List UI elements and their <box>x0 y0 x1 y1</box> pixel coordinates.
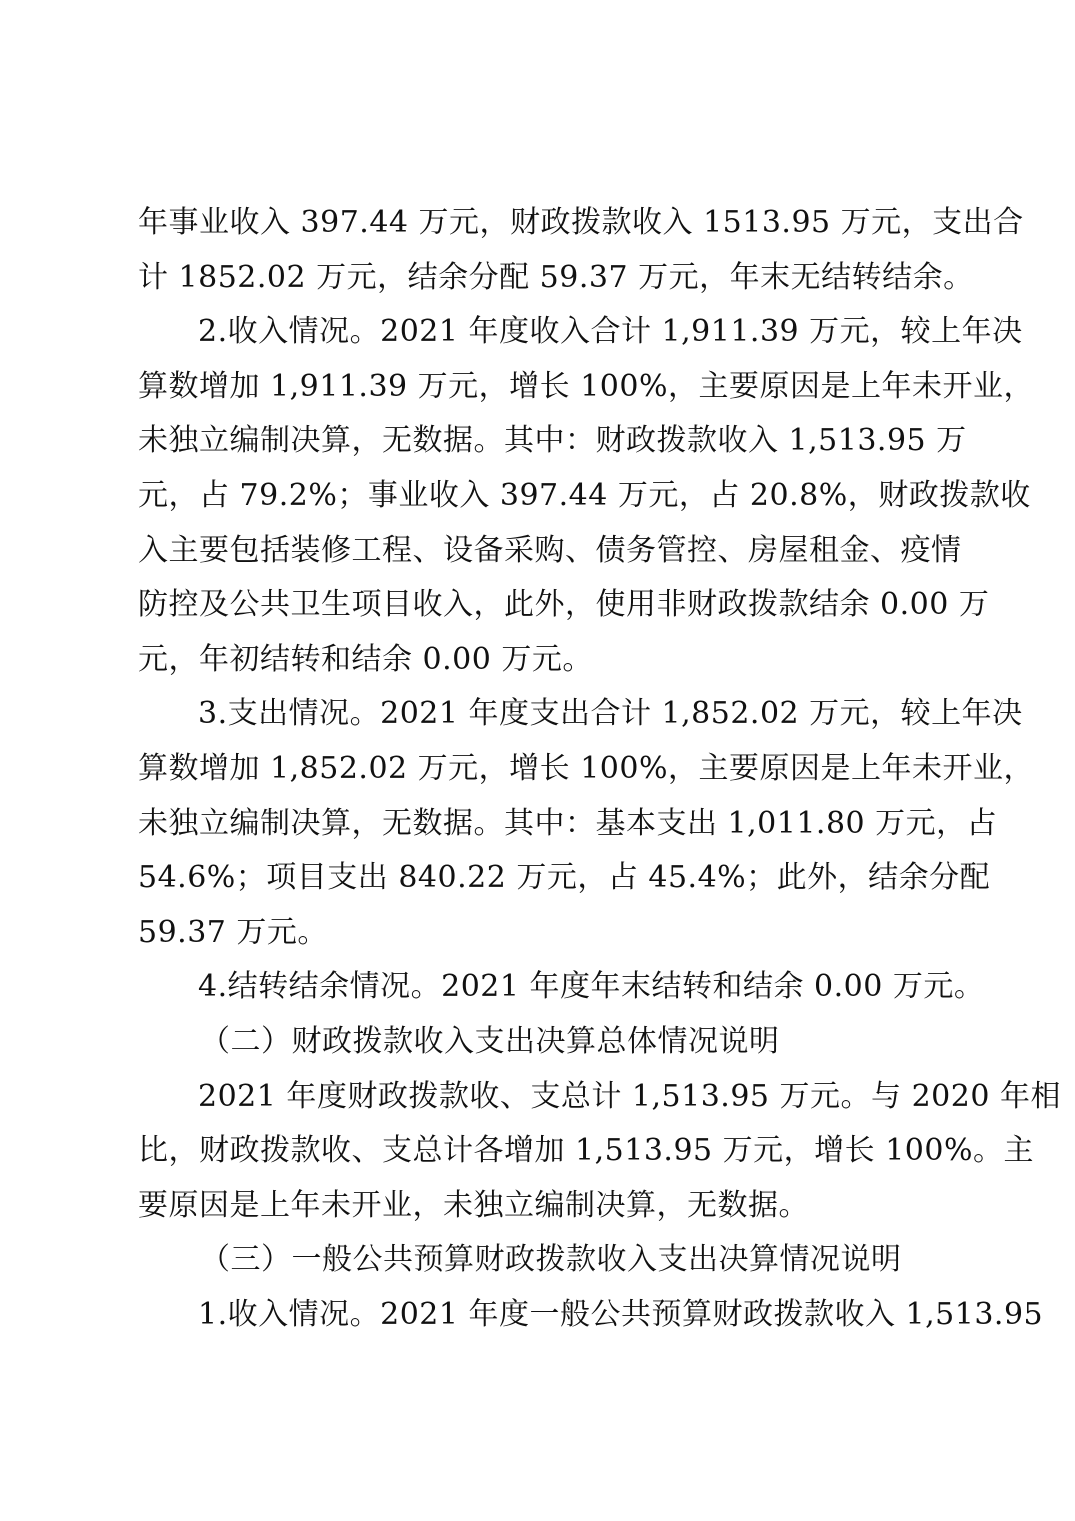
document-body <box>138 196 1061 1342</box>
paragraph-line: 2.收入情况。2021 年度收入合计 1,911.39 万元，较上年决 <box>198 314 1023 350</box>
paragraph-line: 元，占 79.2%；事业收入 397.44 万元，占 20.8%，财政拨款收 <box>138 477 1031 513</box>
paragraph-line: 防控及公共卫生项目收入，此外，使用非财政拨款结余 0.00 万 <box>138 587 990 623</box>
paragraph-line: 比，财政拨款收、支总计各增加 1,513.95 万元，增长 100%。主 <box>138 1133 1034 1169</box>
paragraph-line: 54.6%；项目支出 840.22 万元，占 45.4%；此外，结余分配 <box>138 860 991 896</box>
paragraph-line: 3.支出情况。2021 年度支出合计 1,852.02 万元，较上年决 <box>198 696 1023 732</box>
paragraph-line: 未独立编制决算，无数据。其中：财政拨款收入 1,513.95 万 <box>138 423 967 459</box>
paragraph-line: 1.收入情况。2021 年度一般公共预算财政拨款收入 1,513.95 <box>198 1296 1044 1332</box>
paragraph-line: 4.结转结余情况。2021 年度年末结转和结余 0.00 万元。 <box>198 969 985 1005</box>
paragraph-line: 算数增加 1,852.02 万元，增长 100%，主要原因是上年未开业， <box>138 750 1034 786</box>
paragraph-line: 59.37 万元。 <box>138 914 328 950</box>
paragraph-line: 计 1852.02 万元，结余分配 59.37 万元，年末无结转结余。 <box>138 259 974 295</box>
section-heading: （三）一般公共预算财政拨款收入支出决算情况说明 <box>200 1242 902 1278</box>
paragraph-line: 年事业收入 397.44 万元，财政拨款收入 1513.95 万元，支出合 <box>138 205 1024 240</box>
paragraph-line: 算数增加 1,911.39 万元，增长 100%，主要原因是上年未开业， <box>138 368 1034 404</box>
paragraph-line: 元，年初结转和结余 0.00 万元。 <box>138 641 593 677</box>
paragraph-line: 要原因是上年未开业，未独立编制决算，无数据。 <box>138 1187 809 1223</box>
paragraph-line: 未独立编制决算，无数据。其中：基本支出 1,011.80 万元，占 <box>138 805 998 841</box>
paragraph-line: 2021 年度财政拨款收、支总计 1,513.95 万元。与 2020 年相 <box>198 1078 1061 1114</box>
paragraph-line: 入主要包括装修工程、设备采购、债务管控、房屋租金、疫情 <box>138 532 962 568</box>
section-heading: （二）财政拨款收入支出决算总体情况说明 <box>200 1023 780 1059</box>
